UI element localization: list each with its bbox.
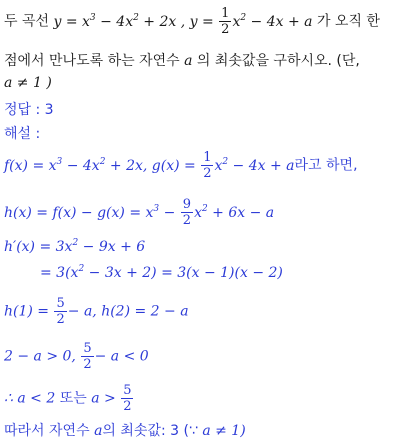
- explain-label: 해설 :: [4, 126, 41, 142]
- question-text-suffix: 가 오직 한: [316, 13, 380, 30]
- solution-line-3: $h'(x) = 3x^2 - 9x + 6$: [4, 238, 146, 255]
- solution-line-2: $h(x) = f(x) - g(x) = x^3$ − $\frac{9}{2}$ $x^2 + 6x - a$: [4, 197, 275, 228]
- fraction: $\frac{1}{2}$: [203, 150, 212, 181]
- fraction: $\frac{5}{2}$: [83, 341, 92, 372]
- solution-line-8: 따라서 자연수 a의 최솟값: 3 (∵ a ≠ 1): [4, 423, 246, 439]
- solution-line-7: ∴ a < 2 또는 a > $\frac{5}{2}$: [4, 383, 132, 414]
- fraction: $\frac{9}{2}$: [182, 197, 192, 228]
- solution-line-4: = $3(x^2 - 3x + 2) = 3(x - 1)(x - 2)$: [40, 264, 283, 281]
- equation: $y = x^3 - 4x^2 + 2x$ , y =: [53, 12, 214, 30]
- equation-cont: $x^2 - 4x + a$: [232, 12, 313, 30]
- question-line-1: [4, 6, 380, 37]
- question-text: 두 곡선: [4, 13, 50, 30]
- solution-line-5: h(1) = $\frac{5}{2}$ − a, h(2) = 2 − a: [4, 296, 189, 327]
- fraction: $\frac{1}{2}$: [221, 6, 230, 37]
- question-line-3: a ≠ 1 ): [4, 75, 52, 91]
- answer-label: 정답 : 3: [4, 102, 54, 118]
- question-line-2: 점에서 만나도록 하는 자연수 a 의 최솟값을 구하시오. (단,: [4, 53, 360, 69]
- fraction: $\frac{5}{2}$: [123, 383, 132, 414]
- solution-line-1: $f(x) = x^3 - 4x^2 + 2x$, g(x) = $\frac{1}{2}$ $x^2 - 4x + a$라고 하면,: [4, 150, 358, 181]
- fraction: $\frac{5}{2}$: [56, 296, 65, 327]
- solution-line-6: 2 − a > 0, $\frac{5}{2}$ − a < 0: [4, 341, 149, 372]
